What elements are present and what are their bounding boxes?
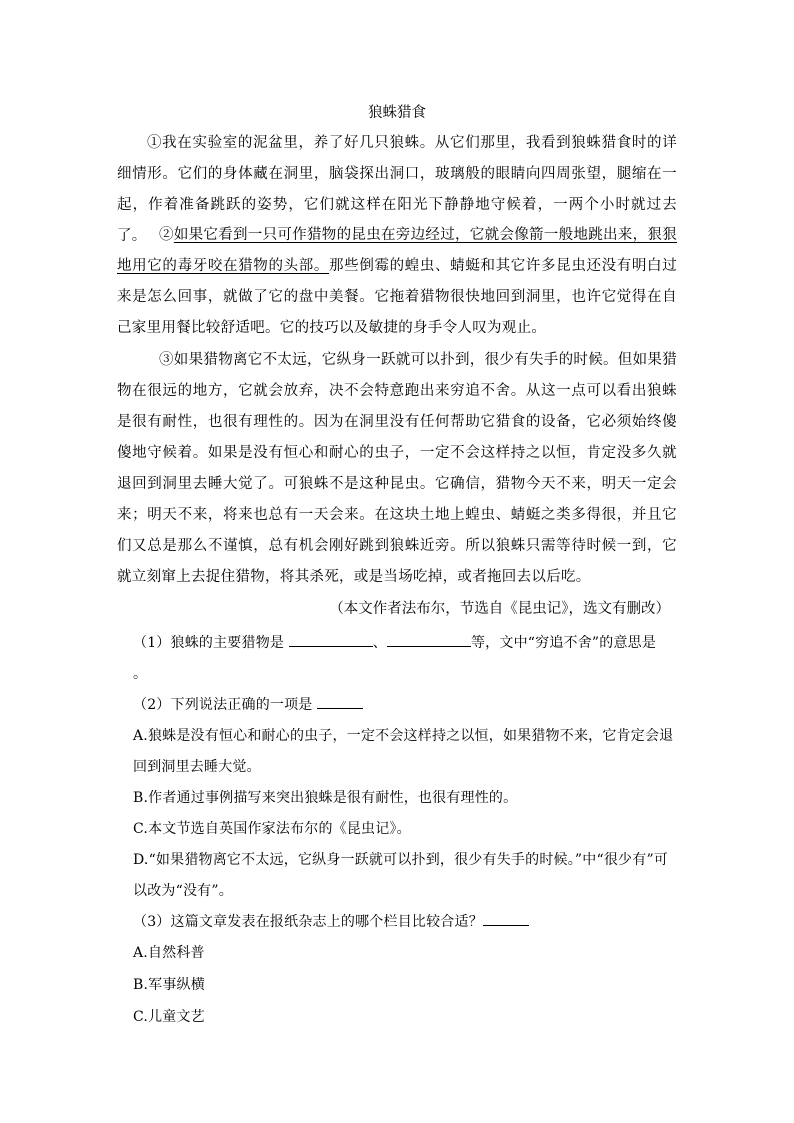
question-2-text: （2）下列说法正确的一项是 — [133, 697, 318, 713]
question-1-text-b: 等，文中“穷追不舍”的意思是 — [470, 635, 657, 651]
question-3-option-c: C.儿童文艺 — [133, 1009, 205, 1025]
question-2-option-a: A.狼蛛是没有恒心和耐心的虫子，一定不会这样持之以恒，如果猎物不来，它肯定会退回到洞里去睡大觉。 — [133, 728, 674, 775]
answer-blank-1[interactable] — [289, 632, 373, 647]
paragraph-2-prefix: ② — [159, 227, 174, 243]
paragraph-1: ①我在实验室的泥盆里，养了好几只狼蛛。从它们那里，我看到狼蛛猎食时的详细情形。它们的身体藏在洞里，脑袋探出洞口，玻璃般的眼睛向四周张望，腿缩在一起，作着准备跳跃的姿势，它们就这样在阳光下静静地守候着，一两个小时就过去了。 — [117, 135, 677, 244]
question-3-option-b: B.军事纵横 — [133, 977, 205, 993]
question-3-text: （3）这篇文章发表在报纸杂志上的哪个栏目比较合适？ — [133, 914, 483, 930]
paragraph-2-underlined-sentence: 如果它看到一只可作猎物的昆虫在旁边经过，它就会像箭一般地跳出来，狠狠地用它的毒牙咬在猎物的头部。 — [117, 227, 678, 274]
question-1 — [133, 628, 679, 690]
question-3 — [133, 907, 679, 938]
answer-blank-3[interactable] — [317, 694, 363, 709]
question-1-separator: 、 — [372, 635, 387, 651]
question-1-text-a: （1）狼蛛的主要猎物是 — [133, 635, 289, 651]
question-2-option-b: B.作者通过事例描写来突出狼蛛是很有耐性，也很有理性的。 — [133, 790, 518, 806]
answer-blank-2[interactable] — [387, 632, 471, 647]
paragraph-3: ③如果猎物离它不太远，它纵身一跃就可以扑到，很少有失手的时候。但如果猎物在很远的地方，它就会放弃，决不会特意跑出来穷追不舍。从这一点可以看出狼蛛是很有耐性，也很有理性的。因为在洞里没有任何帮助它猎食的设备，它必须始终傻傻地守候着。如果是没有恒心和耐心的虫子，一定不会这样持之以恒，肯定没多久就退回到洞里去睡大觉了。可狼蛛不是这种昆虫。它确信，猎物今天不来，明天一定会来；明天不来，将来也总有一天会来。在这块土地上蝗虫、蜻蜓之类多得很，并且它们又总是那么不谨慎，总有机会刚好跳到狼蛛近旁。所以狼蛛只需等待时候一到，它就立刻窜上去捉住猎物，将其杀死，或是当场吃掉，或者拖回去以后吃。 — [117, 352, 677, 585]
question-2 — [133, 690, 679, 721]
article-title: 狼蛛猎食 — [368, 105, 426, 121]
source-note: （本文作者法布尔，节选自《昆虫记》，选文有删改） — [329, 601, 670, 617]
question-3-option-a: A.自然科普 — [133, 945, 205, 961]
question-2-option-d: D.“如果猎物离它不太远，它纵身一跃就可以扑到，很少有失手的时候。”中“很少有”可以改为“没有”。 — [133, 852, 669, 899]
paragraph-2-rest: 那些倒霉的蝗虫、蜻蜓和其它许多昆虫还没有明白过来是怎么回事，就做了它的盘中美餐。它拖着猎物很快地回到洞里，也许它觉得在自己家里用餐比较舒适吧。它的技巧以及敏捷的身手令人叹为观止。 — [117, 258, 678, 336]
question-1-end: 。 — [133, 666, 148, 682]
paragraph-2 — [117, 220, 677, 344]
question-2-option-c: C.本文节选自英国作家法布尔的《昆虫记》。 — [133, 821, 411, 837]
answer-blank-4[interactable] — [483, 911, 529, 926]
